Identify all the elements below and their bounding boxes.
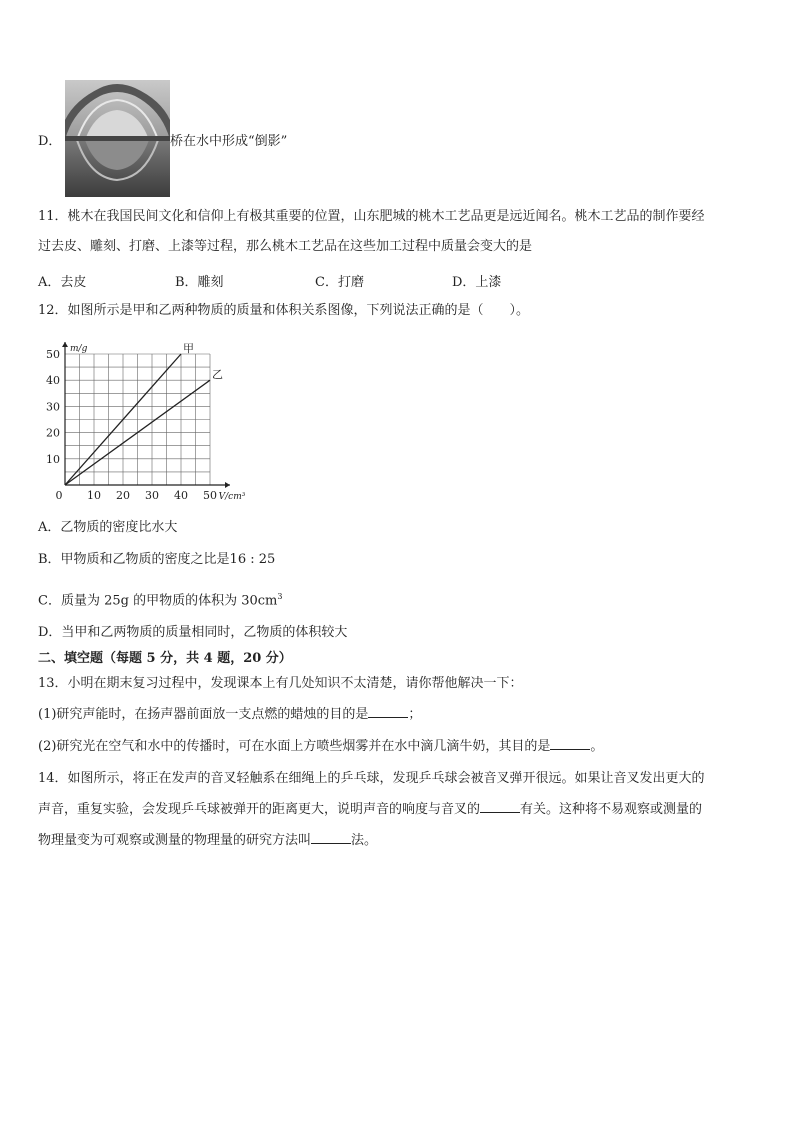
q14-line1: 14．如图所示，将正在发声的音叉轻触系在细绳上的乒乓球，发现乒乓球会被音叉弹开很远。如果让音叉发出更大的 [38,771,705,786]
q14-line3 [38,831,377,851]
y-tick-label: 50 [46,348,60,361]
y-axis-label: m/g [70,344,88,354]
q14-line3-text: 物理量变为可观察或测量的物理量的研究方法叫 [38,833,312,848]
q14-blank1[interactable] [480,800,520,813]
y-tick-label: 40 [46,374,60,388]
q10-option-d-text: 桥在水中形成“倒影” [170,134,288,149]
q11-option-c: C．打磨 [315,275,364,290]
q12-option-a: A．乙物质的密度比水大 [38,520,178,535]
x-tick-label: 10 [87,489,101,502]
series-label-yi: 乙 [212,368,223,382]
q14-line2-end: 有关。这种将不易观察或测量的 [520,802,703,817]
q13-part1-end: ； [408,707,422,722]
x-axis-arrow [225,482,230,488]
q12-option-b: B．甲物质和乙物质的密度之比是16 : 25 [38,552,276,567]
q14-line3-end: 法。 [351,833,378,848]
q13-part1-text: (1)研究声能时，在扬声器前面放一支点燃的蜡烛的目的是 [38,707,369,722]
q11-stem-line2: 过去皮、雕刻、打磨、上漆等过程，那么桃木工艺品在这些加工过程中质量会变大的是 [38,239,533,254]
x-tick-label: 40 [174,489,188,502]
q14-blank2[interactable] [311,831,351,844]
q13-part2-end: 。 [590,739,604,754]
q12-option-c-sup: 3 [277,592,283,601]
q11-option-d: D．上漆 [452,275,502,290]
q14-line2-text: 声音，重复实验，会发现乒乓球被弹开的距离更大，说明声音的响度与音叉的 [38,802,481,817]
x-tick-label: 0 [55,489,63,502]
y-tick-label: 10 [46,452,60,466]
series-label-jia: 甲 [183,342,194,355]
q13-part2-blank[interactable] [550,737,590,750]
x-axis-label: V/cm³ [218,492,246,502]
mass-volume-chart [40,335,270,510]
q12-option-c-text: C．质量为 25g 的甲物质的体积为 30cm [38,593,278,609]
q13-stem: 13．小明在期末复习过程中，发现课本上有几处知识不太清楚，请你帮他解决一下： [38,676,523,691]
y-axis-arrow [62,342,68,347]
q12-option-c [38,587,282,611]
x-tick-label: 30 [145,489,159,502]
q13-part1-blank[interactable] [368,705,408,718]
section-heading: 二、填空题（每题 5 分，共 4 题，20 分） [38,651,292,666]
x-tick-label: 20 [116,489,130,502]
y-tick-label: 20 [46,426,60,440]
y-tick-label: 30 [46,400,60,414]
q13-part2 [38,737,603,757]
q14-line2 [38,800,702,820]
q11-option-b: B．雕刻 [175,275,224,290]
q13-part1 [38,705,421,725]
q12-option-d: D．当甲和乙两物质的质量相同时，乙物质的体积较大 [38,625,348,640]
x-tick-label: 50 [203,489,217,502]
q11-stem-line1: 11．桃木在我国民间文化和信仰上有极其重要的位置，山东肥城的桃木工艺品更是远近闻名。桃木工艺品的制作要经 [38,209,705,224]
q10-option-d-letter: D． [38,134,62,149]
q13-part2-text: (2)研究光在空气和水中的传播时，可在水面上方喷些烟雾并在水中滴几滴牛奶，其目的是 [38,739,551,754]
q12-stem: 12．如图所示是甲和乙两种物质的质量和体积关系图像，下列说法正确的是（ ）。 [38,303,530,318]
bridge-reflection-photo [65,80,170,197]
q11-option-a: A．去皮 [38,275,87,290]
